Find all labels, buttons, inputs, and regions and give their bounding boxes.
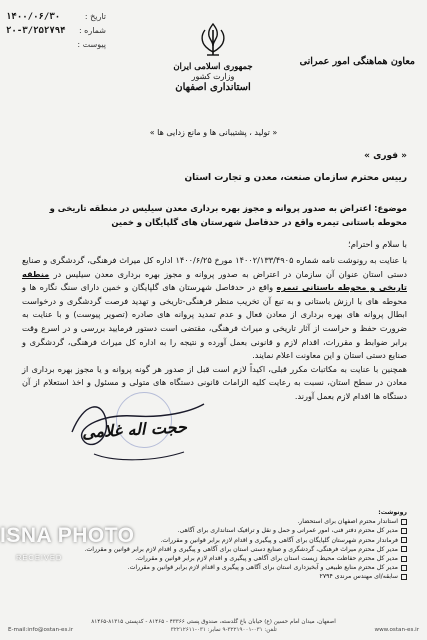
body-paragraph-1 [22,254,407,363]
number-value: ۲۰-۳/۲۵۲۷۹۴ [6,26,66,36]
copy-item: سابقه/ای مهندس مرندی ۲۷۹۴ [20,572,407,581]
number-row [6,24,106,38]
recipient: رییس محترم سازمان صنعت، معدن و تجارت استان [184,173,407,183]
urgency-label: « فوری » [364,151,407,161]
copy-item: مدیر کل محترم میراث فرهنگی، گردشگری و صنایع دستی استان برای آگاهی و پیگیری و اقدام لازم برابر قوانین و مقررات. [20,545,407,554]
body-highlight: منطقه تاریخی و محوطه باستانی تیمره [22,268,407,293]
letter-footer [8,618,419,634]
copy-item: فرماندار محترم شهرستان گلپایگان برای آگاهی و پیگیری و اقدام لازم برابر قوانین و مقررات. [20,536,407,545]
body-paragraph-1-end: واقع در حدفاصل شهرستان های گلپایگان و خمین دارای سنگ نگاره ها و محوطه های با ارزش باستانی و به تبع آن تخریب منظر فرهنگی-تاریخی و تهدید فرصت گردشگری و درخواست ابطال پروانه های بهره برداری از معادن فعال و عدم تمدید پروانه های صادره (تصویر پیوست) و با عنایت به ضرورت حفظ و حراست از آثار تاریخی و میراث فرهنگی، مقتضی است دستور فرمایید بررسی و در اسرع وقت برابر ضوابط و مقررات، اقدام لازم و قانونی بعمل آورده و نتیجه را به اداره کل میراث فرهنگی، گردشگری و صنایع دستی استان و این معاونت اعلام نمایند. [22,282,407,361]
date-row [6,10,106,24]
copy-item: مدیر کل محترم منابع طبیعی و آبخیزداری استان برای آگاهی و پیگیری و اقدام لازم برابر قوانین و مقررات. [20,563,407,572]
footer-website: www.ostan-es.ir [374,627,419,633]
date-value: ۱۴۰۰/۰۶/۳۰ [6,12,61,22]
signature-name: حجت اله غلامی [81,417,188,442]
checkbox-bullet-icon [401,546,407,552]
footer-contact [8,626,419,634]
copy-item: استاندار محترم اصفهان برای استحضار. [20,517,407,526]
office-name: استانداری اصفهان [175,82,251,93]
footer-phone: تلفن: ۰۳۱-۳۲۲۱۹۰۰۱-۹ نمابر: ۰۳۱-۳۲۲۱۲۶۱۱ [170,627,277,633]
checkbox-bullet-icon [401,574,407,580]
letter-body [22,254,407,404]
copy-item: مدیر کل محترم دفتر فنی، امور عمرانی و حمل و نقل و ترافیک استانداری برای آگاهی. [20,526,407,535]
subject: موضوع: اعتراض به صدور پروانه و مجوز بهره برداری معدن سیلیس در منطقه تاریخی و محوطه باستانی تیمره واقع در حدفاصل شهرستان های گلپایگان و خمین [49,203,407,227]
checkbox-bullet-icon [401,565,407,571]
checkbox-bullet-icon [401,519,407,525]
iran-emblem-icon [196,22,230,58]
checkbox-bullet-icon [401,537,407,543]
body-paragraph-2: همچنین با عنایت به مکاتبات مکرر قبلی، اکیداً لازم است قبل از صدور هر گونه پروانه و یا مجوز بهره برداری از معادن در سطح استان، نسبت به رعایت کلیه الزامات قانونی دستگاه های متولی و مسئول و اخذ استعلام از آن دستگاه ها اقدام لازم بعمل آورند. [22,363,407,401]
country-name: جمهوری اسلامی ایران [173,62,253,72]
attachment-label: پیوست : [77,40,106,49]
checkbox-bullet-icon [401,528,407,534]
deputy-title: معاون هماهنگی امور عمرانی [299,56,415,67]
attachment-row [6,38,106,52]
greeting: با سلام و احترام؛ [348,239,407,249]
copies-title: رونوشت: [378,509,407,516]
copy-item: مدیر کل محترم حفاظت محیط زیست استان برای آگاهی و پیگیری و اقدام لازم برابر قوانین و مقررات. [20,554,407,563]
date-label: تاریخ : [84,12,106,21]
checkbox-bullet-icon [401,556,407,562]
letter-meta [6,10,106,52]
slogan: « تولید ، پشتیبانی ها و مانع زدایی ها » [149,128,278,137]
footer-email: E-mail:info@ostan-es.ir [8,627,74,633]
government-header [148,62,278,93]
body-paragraph-1-start: با عنایت به رونوشت نامه شماره ۱۴۰۰۲/۱۳۳/۴۹۰۵ مورخ ۱۴۰۰/۶/۲۵ اداره کل میراث فرهنگی، گردشگری و صنایع دستی استان عنوان آن سازمان در اعتراض به صدور پروانه و مجوز بهره برداری معدن سیلیس در [22,255,407,279]
number-label: شماره : [78,26,106,35]
ministry-name: وزارت کشور [191,72,235,81]
isna-photo-watermark: ISNA PHOTO [0,524,135,547]
footer-address: اصفهان، میدان امام حسین (ع) خیابان باغ گلدسته، صندوق پستی ۴۳۳۶۶ - ۸۱۴۶۵ - کدپستی ۸۱۳۱۵-۸۱۴۶۵ [91,619,336,625]
watermark-received: RECEIVED [16,553,63,562]
